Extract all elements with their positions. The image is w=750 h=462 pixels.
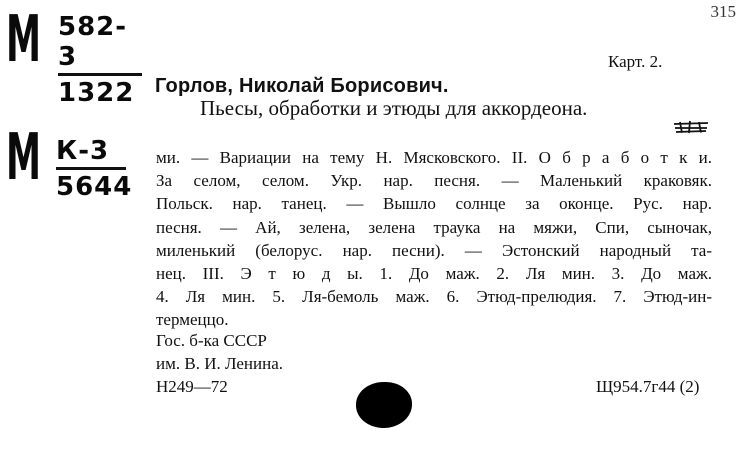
author-heading: Горлов, Николай Борисович. xyxy=(155,75,449,97)
contents-description xyxy=(156,146,712,332)
shelfmark-1-bottom: 1322 xyxy=(58,78,135,108)
page-number: 315 xyxy=(710,2,736,21)
margin-shelfmark-1 xyxy=(58,12,142,108)
contents-line: 4. Ля мин. 5. Ля-бемоль маж. 6. Этюд-прелюдия. 7. Этюд-ин- xyxy=(156,287,712,307)
card-number: Карт. 2. xyxy=(608,52,663,71)
shelfmark-1-divider xyxy=(58,73,142,76)
margin-mark-letter-1: М xyxy=(6,3,42,77)
margin-shelfmark-2 xyxy=(56,136,133,202)
shelfmark-2-top: К-3 xyxy=(56,136,110,166)
shelfmark-2-divider xyxy=(56,167,126,170)
contents-line: ми. — Вариации на тему Н. Мясковского. II. О б р а б о т к и. xyxy=(156,148,712,167)
catalog-code-left: Н249—72 xyxy=(156,377,228,396)
contents-line: миленький (белорус. нар. песни). — Эстонский народный та- xyxy=(156,240,712,260)
contents-line: За селом, селом. Укр. нар. песня. — Маленький краковяк. xyxy=(156,171,712,191)
contents-line: термеццо. xyxy=(156,310,229,330)
catalog-code-right: Щ954.7г44 (2) xyxy=(596,377,700,396)
contents-line: Польск. нар. танец. — Вышло солнце за оконце. Рус. нар. xyxy=(156,194,712,214)
contents-line: песня. — Ай, зелена, зелена траука на мяжи, Спи, сыночак, xyxy=(156,217,712,237)
library-name-line-2: им. В. И. Ленина. xyxy=(156,354,284,373)
ink-scribble-mark xyxy=(672,120,710,134)
contents-line: нец. III. Э т ю д ы. 1. До маж. 2. Ля мин. 3. До маж. xyxy=(156,264,712,284)
shelfmark-2-bottom: 5644 xyxy=(56,172,133,202)
shelfmark-1-top: 582-3 xyxy=(58,12,128,72)
punch-hole xyxy=(356,382,412,428)
library-name-line-1: Гос. б-ка СССР xyxy=(156,331,267,350)
work-title: Пьесы, обработки и этюды для аккордеона. xyxy=(200,96,588,120)
margin-mark-letter-2: М xyxy=(6,121,42,195)
